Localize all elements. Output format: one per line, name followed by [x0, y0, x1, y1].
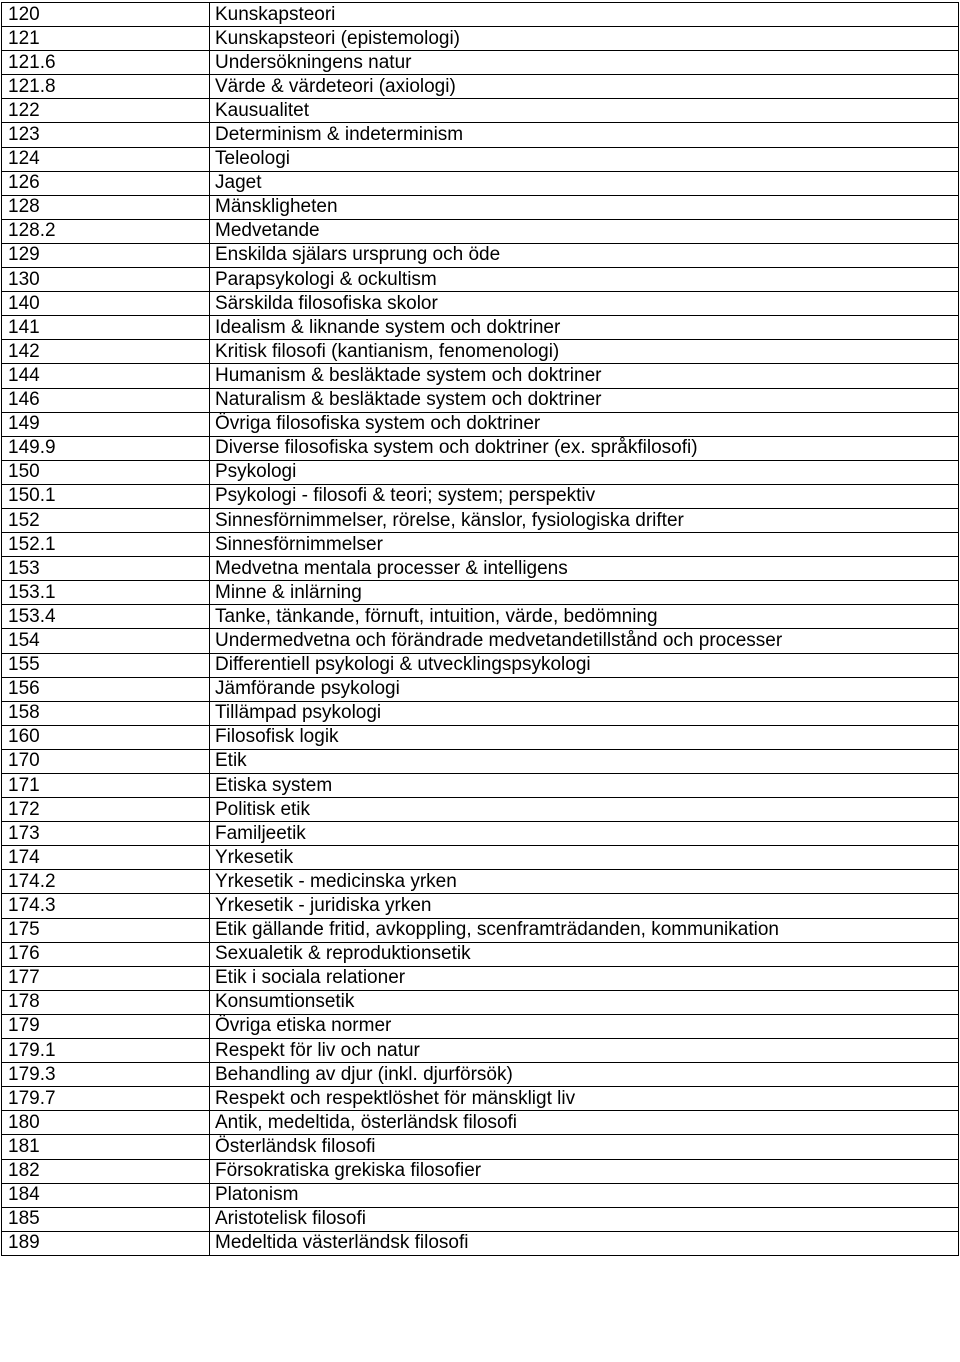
table-row [2, 870, 959, 894]
class-code: 179.7 [2, 1087, 210, 1111]
table-row [2, 27, 959, 51]
class-label: Diverse filosofiska system och doktriner (ex. språkfilosofi) [210, 436, 959, 460]
class-label: Respekt och respektlöshet för mänskligt liv [210, 1087, 959, 1111]
class-label: Medvetna mentala processer & intelligens [210, 557, 959, 581]
table-row [2, 1063, 959, 1087]
class-code: 174.3 [2, 894, 210, 918]
table-row [2, 581, 959, 605]
class-label: Psykologi - filosofi & teori; system; perspektiv [210, 484, 959, 508]
class-code: 179.3 [2, 1063, 210, 1087]
class-label: Idealism & liknande system och doktriner [210, 316, 959, 340]
class-code: 176 [2, 942, 210, 966]
table-row [2, 436, 959, 460]
table-row [2, 292, 959, 316]
class-code: 128.2 [2, 219, 210, 243]
class-code: 142 [2, 340, 210, 364]
class-code: 122 [2, 99, 210, 123]
class-label: Medvetande [210, 219, 959, 243]
class-code: 150 [2, 460, 210, 484]
class-code: 182 [2, 1159, 210, 1183]
table-row [2, 460, 959, 484]
table-body [2, 3, 959, 1256]
table-row [2, 99, 959, 123]
table-row [2, 171, 959, 195]
class-code: 149.9 [2, 436, 210, 460]
class-label: Sinnesförnimmelser [210, 533, 959, 557]
class-label: Politisk etik [210, 798, 959, 822]
table-row [2, 1014, 959, 1038]
table-row [2, 557, 959, 581]
class-code: 124 [2, 147, 210, 171]
class-label: Kausualitet [210, 99, 959, 123]
table-row [2, 1183, 959, 1207]
class-code: 149 [2, 412, 210, 436]
table-row [2, 894, 959, 918]
class-label: Behandling av djur (inkl. djurförsök) [210, 1063, 959, 1087]
class-code: 155 [2, 653, 210, 677]
table-row [2, 966, 959, 990]
table-row [2, 1087, 959, 1111]
class-label: Psykologi [210, 460, 959, 484]
class-label: Jaget [210, 171, 959, 195]
class-code: 121 [2, 27, 210, 51]
table-row [2, 605, 959, 629]
class-label: Konsumtionsetik [210, 990, 959, 1014]
table-row [2, 51, 959, 75]
class-label: Tillämpad psykologi [210, 701, 959, 725]
class-code: 178 [2, 990, 210, 1014]
class-label: Värde & värdeteori (axiologi) [210, 75, 959, 99]
table-row [2, 268, 959, 292]
class-code: 153.4 [2, 605, 210, 629]
class-code: 181 [2, 1135, 210, 1159]
class-code: 154 [2, 629, 210, 653]
table-row [2, 749, 959, 773]
class-label: Parapsykologi & ockultism [210, 268, 959, 292]
class-label: Sexualetik & reproduktionsetik [210, 942, 959, 966]
table-row [2, 123, 959, 147]
class-label: Yrkesetik [210, 846, 959, 870]
table-row [2, 412, 959, 436]
table-row [2, 1207, 959, 1231]
class-label: Medeltida västerländsk filosofi [210, 1231, 959, 1255]
table-row [2, 1159, 959, 1183]
class-label: Undermedvetna och förändrade medvetandetillstånd och processer [210, 629, 959, 653]
table-row [2, 629, 959, 653]
class-code: 179 [2, 1014, 210, 1038]
class-code: 179.1 [2, 1039, 210, 1063]
class-code: 180 [2, 1111, 210, 1135]
class-label: Respekt för liv och natur [210, 1039, 959, 1063]
class-code: 152 [2, 508, 210, 532]
table-row [2, 508, 959, 532]
class-label: Yrkesetik - medicinska yrken [210, 870, 959, 894]
class-label: Humanism & besläktade system och doktriner [210, 364, 959, 388]
table-row [2, 340, 959, 364]
class-code: 158 [2, 701, 210, 725]
class-label: Försokratiska grekiska filosofier [210, 1159, 959, 1183]
table-row [2, 822, 959, 846]
class-code: 128 [2, 195, 210, 219]
table-row [2, 3, 959, 27]
table-row [2, 701, 959, 725]
class-label: Kritisk filosofi (kantianism, fenomenologi) [210, 340, 959, 364]
class-code: 150.1 [2, 484, 210, 508]
class-label: Övriga filosofiska system och doktriner [210, 412, 959, 436]
class-code: 144 [2, 364, 210, 388]
class-label: Mänskligheten [210, 195, 959, 219]
class-label: Etik gällande fritid, avkoppling, scenframträdanden, kommunikation [210, 918, 959, 942]
class-label: Platonism [210, 1183, 959, 1207]
class-label: Minne & inlärning [210, 581, 959, 605]
class-label: Kunskapsteori (epistemologi) [210, 27, 959, 51]
table-row [2, 388, 959, 412]
class-code: 173 [2, 822, 210, 846]
table-row [2, 846, 959, 870]
table-row [2, 316, 959, 340]
class-code: 126 [2, 171, 210, 195]
table-row [2, 725, 959, 749]
class-code: 172 [2, 798, 210, 822]
class-code: 123 [2, 123, 210, 147]
class-label: Etiska system [210, 774, 959, 798]
class-code: 121.8 [2, 75, 210, 99]
table-row [2, 195, 959, 219]
class-code: 189 [2, 1231, 210, 1255]
table-row [2, 364, 959, 388]
table-row [2, 147, 959, 171]
class-label: Naturalism & besläktade system och doktriner [210, 388, 959, 412]
class-code: 153.1 [2, 581, 210, 605]
table-row [2, 677, 959, 701]
class-code: 184 [2, 1183, 210, 1207]
class-label: Etik [210, 749, 959, 773]
table-row [2, 942, 959, 966]
class-code: 141 [2, 316, 210, 340]
class-code: 130 [2, 268, 210, 292]
class-code: 129 [2, 243, 210, 267]
class-label: Enskilda själars ursprung och öde [210, 243, 959, 267]
class-label: Tanke, tänkande, förnuft, intuition, värde, bedömning [210, 605, 959, 629]
class-label: Sinnesförnimmelser, rörelse, känslor, fysiologiska drifter [210, 508, 959, 532]
class-code: 153 [2, 557, 210, 581]
class-label: Kunskapsteori [210, 3, 959, 27]
class-label: Antik, medeltida, österländsk filosofi [210, 1111, 959, 1135]
table-row [2, 533, 959, 557]
class-code: 174.2 [2, 870, 210, 894]
class-code: 174 [2, 846, 210, 870]
class-code: 160 [2, 725, 210, 749]
class-code: 121.6 [2, 51, 210, 75]
class-code: 146 [2, 388, 210, 412]
table-row [2, 990, 959, 1014]
class-code: 156 [2, 677, 210, 701]
table-row [2, 219, 959, 243]
table-row [2, 484, 959, 508]
table-row [2, 75, 959, 99]
table-row [2, 1111, 959, 1135]
class-code: 140 [2, 292, 210, 316]
class-label: Familjeetik [210, 822, 959, 846]
class-label: Etik i sociala relationer [210, 966, 959, 990]
class-label: Österländsk filosofi [210, 1135, 959, 1159]
class-label: Differentiell psykologi & utvecklingspsykologi [210, 653, 959, 677]
class-label: Övriga etiska normer [210, 1014, 959, 1038]
classification-table [1, 2, 959, 1256]
table-row [2, 918, 959, 942]
class-label: Yrkesetik - juridiska yrken [210, 894, 959, 918]
class-code: 185 [2, 1207, 210, 1231]
class-label: Jämförande psykologi [210, 677, 959, 701]
table-row [2, 798, 959, 822]
class-code: 177 [2, 966, 210, 990]
table-row [2, 1135, 959, 1159]
table-row [2, 1039, 959, 1063]
class-label: Aristotelisk filosofi [210, 1207, 959, 1231]
class-code: 171 [2, 774, 210, 798]
class-code: 170 [2, 749, 210, 773]
class-label: Determinism & indeterminism [210, 123, 959, 147]
class-code: 152.1 [2, 533, 210, 557]
class-label: Teleologi [210, 147, 959, 171]
class-code: 175 [2, 918, 210, 942]
class-label: Filosofisk logik [210, 725, 959, 749]
table-row [2, 774, 959, 798]
table-row [2, 1231, 959, 1255]
class-label: Särskilda filosofiska skolor [210, 292, 959, 316]
class-code: 120 [2, 3, 210, 27]
table-row [2, 243, 959, 267]
table-row [2, 653, 959, 677]
class-label: Undersökningens natur [210, 51, 959, 75]
